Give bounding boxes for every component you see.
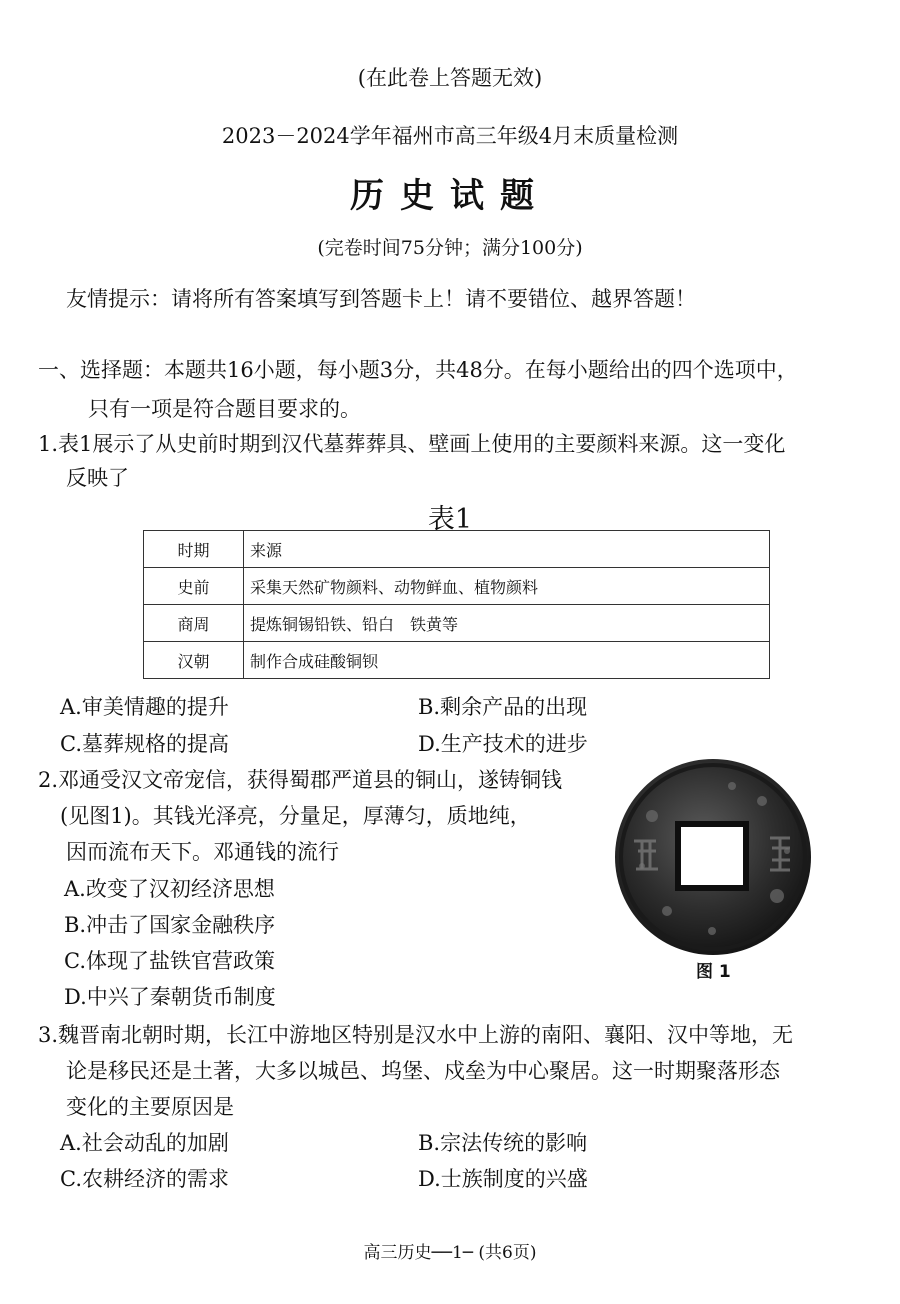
subject-title: 历史试题 xyxy=(350,176,550,216)
q1-stem-line2: 反映了 xyxy=(66,466,129,490)
invalid-answer-note: (在此卷上答题无效) xyxy=(357,66,543,90)
page-footer: 高三历史──1─ (共6页) xyxy=(363,1243,537,1263)
section-instruction-line2: 只有一项是符合题目要求的。 xyxy=(88,397,361,421)
q1-option-b: B.剩余产品的出现 xyxy=(418,695,588,719)
q2-option-a: A.改变了汉初经济思想 xyxy=(64,877,275,901)
q2-stem-line3: 因而流布天下。邓通钱的流行 xyxy=(66,840,339,864)
exam-title: 2023－2024学年福州市高三年级4月末质量检测 xyxy=(221,124,679,148)
table-row xyxy=(144,605,770,642)
q1-option-d: D.生产技术的进步 xyxy=(418,732,588,756)
q1-stem-line1: 1.表1展示了从史前时期到汉代墓葬葬具、壁画上使用的主要颜料来源。这一变化 xyxy=(38,432,786,456)
table-cell-source: 提炼铜锡铅铁、铅白 铁黄等 xyxy=(244,605,770,642)
table-cell-period: 史前 xyxy=(144,568,244,605)
ancient-coin-image xyxy=(612,756,814,958)
table-cell-period: 商周 xyxy=(144,605,244,642)
exam-time-note: (完卷时间75分钟；满分100分) xyxy=(317,237,583,259)
q1-option-a: A.审美情趣的提升 xyxy=(60,695,229,719)
table-cell-source: 制作合成硅酸铜钡 xyxy=(244,642,770,679)
q2-option-d: D.中兴了秦朝货币制度 xyxy=(64,985,276,1009)
table-header-cell: 来源 xyxy=(244,531,770,568)
q3-stem-line1: 3.魏晋南北朝时期，长江中游地区特别是汉水中上游的南阳、襄阳、汉中等地，无 xyxy=(38,1023,794,1047)
table-header-cell: 时期 xyxy=(144,531,244,568)
table-cell-source: 采集天然矿物颜料、动物鲜血、植物颜料 xyxy=(244,568,770,605)
pigment-source-table xyxy=(143,530,770,679)
q3-stem-line2: 论是移民还是土著，大多以城邑、坞堡、戍垒为中心聚居。这一时期聚落形态 xyxy=(66,1059,780,1083)
table-row xyxy=(144,642,770,679)
q3-option-d: D.士族制度的兴盛 xyxy=(418,1167,588,1191)
friendly-tip: 友情提示：请将所有答案填写到答题卡上！请不要错位、越界答题！ xyxy=(66,287,696,311)
q2-stem-line1: 2.邓通受汉文帝宠信，获得蜀郡严道县的铜山，遂铸铜钱 xyxy=(38,768,563,792)
q3-stem-line3: 变化的主要原因是 xyxy=(66,1095,234,1119)
figure-1-label: 图 1 xyxy=(696,962,731,982)
q3-option-c: C.农耕经济的需求 xyxy=(60,1167,229,1191)
q3-option-b: B.宗法传统的影响 xyxy=(418,1131,588,1155)
q3-option-a: A.社会动乱的加剧 xyxy=(60,1131,229,1155)
q2-option-c: C.体现了盐铁官营政策 xyxy=(64,949,275,973)
q2-option-b: B.冲击了国家金融秩序 xyxy=(64,913,276,937)
table-caption: 表1 xyxy=(427,504,473,535)
table-row xyxy=(144,568,770,605)
table-header-row xyxy=(144,531,770,568)
section-instruction-line1: 一、选择题：本题共16小题，每小题3分，共48分。在每小题给出的四个选项中， xyxy=(38,358,798,382)
table-cell-period: 汉朝 xyxy=(144,642,244,679)
q2-stem-line2: (见图1)。其钱光泽亮，分量足，厚薄匀，质地纯， xyxy=(60,804,531,828)
q1-option-c: C.墓葬规格的提高 xyxy=(60,732,229,756)
